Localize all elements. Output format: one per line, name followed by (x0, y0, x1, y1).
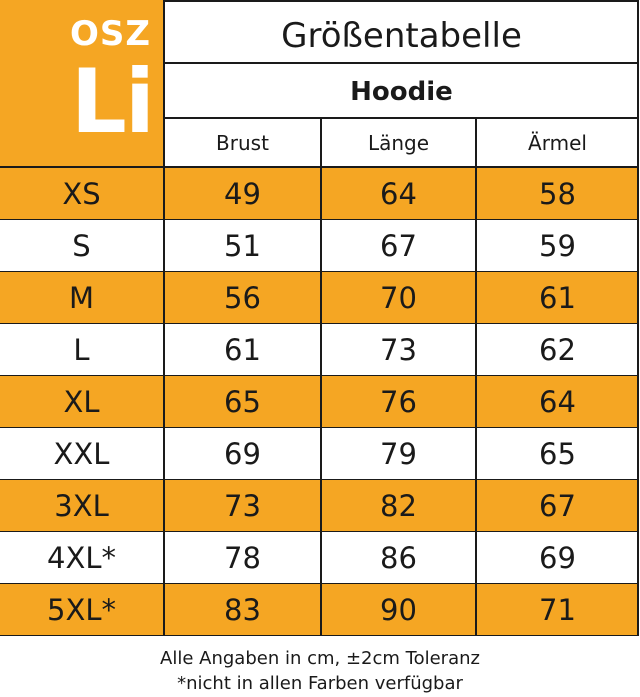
laenge-value: 90 (380, 593, 417, 627)
brust-value: 51 (224, 229, 261, 263)
table-row (0, 376, 638, 428)
table-row (0, 584, 638, 636)
footer-note-units: Alle Angaben in cm, ±2cm Toleranz (160, 648, 480, 669)
column-divider (163, 0, 165, 636)
table-row (0, 324, 638, 376)
aermel-value: 64 (539, 385, 576, 419)
laenge-value: 76 (380, 385, 417, 419)
column-header-brust: Brust (216, 131, 269, 155)
brust-value: 49 (224, 177, 261, 211)
aermel-value: 71 (539, 593, 576, 627)
laenge-value: 79 (380, 437, 417, 471)
logo-big-text: Li (70, 50, 153, 153)
size-label: S (72, 229, 91, 263)
table-row (0, 480, 638, 532)
size-label: XXL (53, 437, 110, 471)
chart-title: Größentabelle (281, 16, 522, 56)
brust-value: 83 (224, 593, 261, 627)
table-row (0, 532, 638, 584)
divider (163, 62, 638, 64)
footer-note-availability: *nicht in allen Farben verfügbar (177, 673, 463, 694)
table-row (0, 168, 638, 220)
laenge-value: 86 (380, 541, 417, 575)
brust-value: 73 (224, 489, 261, 523)
aermel-value: 69 (539, 541, 576, 575)
table-row (0, 272, 638, 324)
size-label: XL (63, 385, 100, 419)
aermel-value: 62 (539, 333, 576, 367)
brust-value: 65 (224, 385, 261, 419)
aermel-value: 65 (539, 437, 576, 471)
divider (0, 166, 638, 168)
column-divider (475, 117, 477, 636)
size-label: L (73, 333, 90, 367)
size-label: XS (62, 177, 101, 211)
table-row (0, 428, 638, 480)
aermel-value: 67 (539, 489, 576, 523)
laenge-value: 70 (380, 281, 417, 315)
logo-top-text: OSZ (69, 14, 151, 54)
laenge-value: 82 (380, 489, 417, 523)
size-label: 5XL* (47, 593, 116, 627)
laenge-value: 73 (380, 333, 417, 367)
aermel-value: 59 (539, 229, 576, 263)
row-divider (0, 635, 638, 636)
laenge-value: 67 (380, 229, 417, 263)
logo (0, 0, 163, 167)
size-label: M (68, 281, 95, 315)
brust-value: 78 (224, 541, 261, 575)
divider (163, 117, 638, 119)
brust-value: 69 (224, 437, 261, 471)
size-label: 4XL* (47, 541, 116, 575)
aermel-value: 58 (539, 177, 576, 211)
laenge-value: 64 (380, 177, 417, 211)
divider (163, 0, 638, 2)
size-label: 3XL (54, 489, 109, 523)
column-header-laenge: Länge (367, 131, 430, 155)
column-divider (320, 117, 322, 636)
column-divider (637, 0, 639, 636)
brust-value: 61 (224, 333, 261, 367)
column-header-aermel: Ärmel (528, 131, 587, 155)
table-row (0, 220, 638, 272)
product-name: Hoodie (350, 76, 453, 107)
brust-value: 56 (224, 281, 261, 315)
aermel-value: 61 (539, 281, 576, 315)
